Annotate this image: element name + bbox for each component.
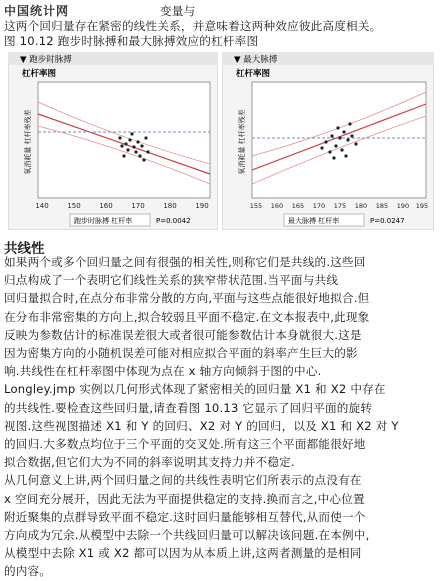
svg-text:195: 195 (415, 202, 429, 210)
chart2-p-value: P=0.0247 (370, 217, 405, 225)
header-line2: 这两个回归量存在紧密的线性关系，并意味着这两种效应彼此高度相关。 (4, 19, 382, 33)
section-line: 的回归.大多数点均位于三个平面的交叉处.所有这三个平面都能很好地 (4, 437, 366, 451)
svg-text:180: 180 (163, 202, 177, 210)
chart1-y-axis-label: 氧消耗量 杠杆率残差 (24, 109, 32, 175)
chart2-footer-label: 最大脉搏 杠杆率 (288, 217, 340, 225)
svg-text:190: 190 (396, 202, 410, 210)
svg-text:160: 160 (99, 202, 113, 210)
svg-text:150: 150 (67, 202, 81, 210)
watermark-logo: 中国统计网 (4, 4, 70, 18)
section-line: 回归量拟合时,在点分布非常分散的方向,平面与这些点能很好地拟合.但 (4, 291, 370, 306)
chart1-footer-label: 跑步时脉搏 杠杆率 (74, 217, 133, 225)
section-heading: 共线性 (4, 241, 45, 257)
chart1-panel-title: 杠杆率图 (22, 69, 57, 79)
svg-text:185: 185 (375, 202, 389, 210)
section-line: 视图.这些视图描述 X1 和 Y 的回归、X2 对 Y 的回归，以及 X1 和 X2 对 Y (4, 418, 399, 433)
figure-caption: 图 10.12 跑步时脉搏和最大脉搏效应的杠杆率图 (4, 34, 259, 48)
section-line: 如果两个或多个回归量之间有很强的相关性,则称它们是共线的.这些回 (4, 255, 366, 269)
svg-text:155: 155 (249, 202, 263, 210)
svg-text:170: 170 (131, 202, 145, 210)
svg-text:175: 175 (333, 202, 347, 210)
svg-text:140: 140 (35, 202, 49, 210)
section-line: 从几何意义上讲,两个回归量之间的共线性表明它们所表示的点没有在 (4, 473, 362, 488)
section-line: x 空间充分展开，因此无法为平面提供稳定的支持.换而言之,中心位置 (4, 491, 365, 506)
section-line: 的内容。 (4, 564, 52, 579)
section-line: 的共线性.要检查这些回归量,请查看图 10.13 它显示了回归平面的旋转 (4, 400, 373, 415)
section-line: Longley.jmp 实例以几何形式体现了紧密相关的回归量 X1 和 X2 中存在 (4, 382, 386, 397)
chart1-group-title: ▼ 跑步时脉搏 (20, 55, 72, 65)
chart2-group-title: ▼ 最大脉搏 (234, 55, 278, 65)
section-line: 从模型中去除 X1 或 X2 都可以因为从本质上讲,这两者测量的是相同 (4, 546, 362, 561)
section-line: 方向成为冗余.从模型中去除一个共线回归量可以解决该问题.在本例中, (4, 528, 370, 542)
chart1-p-value: P=0.0042 (156, 217, 191, 225)
section-line: 在分布非常密集的方向上,拟合较弱且平面不稳定.在文本报表中,此现象 (4, 309, 370, 324)
svg-text:190: 190 (195, 202, 209, 210)
header-line1-tail: 变量与 (160, 4, 196, 18)
section-line: 拟合数据,但它们大为不同的斜率说明其支持力并不稳定. (4, 455, 295, 470)
svg-text:170: 170 (312, 202, 326, 210)
section-line: 附近聚集的点群导致平面不稳定.这时回归量能够相互替代,从而使一个 (4, 509, 366, 524)
svg-text:180: 180 (354, 202, 368, 210)
section-line: 因为密集方向的小随机误差可能对相应拟合平面的斜率产生巨大的影 (4, 346, 358, 360)
svg-text:165: 165 (291, 202, 305, 210)
leverage-plot-running-pulse (8, 52, 218, 234)
chart2-y-axis-label: 氧消耗量 杠杆率残差 (238, 109, 246, 175)
section-line: 归点构成了一个表明它们线性关系的狭窄带状范围.当平面与共线 (4, 273, 339, 288)
chart2-panel-title: 杠杆率图 (236, 69, 271, 79)
svg-text:160: 160 (270, 202, 284, 210)
section-line: 响.共线性在杠杆率图中体现为点在 x 轴方向倾斜于图的中心. (4, 364, 322, 379)
leverage-plot-max-pulse (222, 52, 434, 234)
section-line: 反映为参数估计的标准误差很大或者很可能参数估计本身就很大.这是 (4, 327, 362, 342)
